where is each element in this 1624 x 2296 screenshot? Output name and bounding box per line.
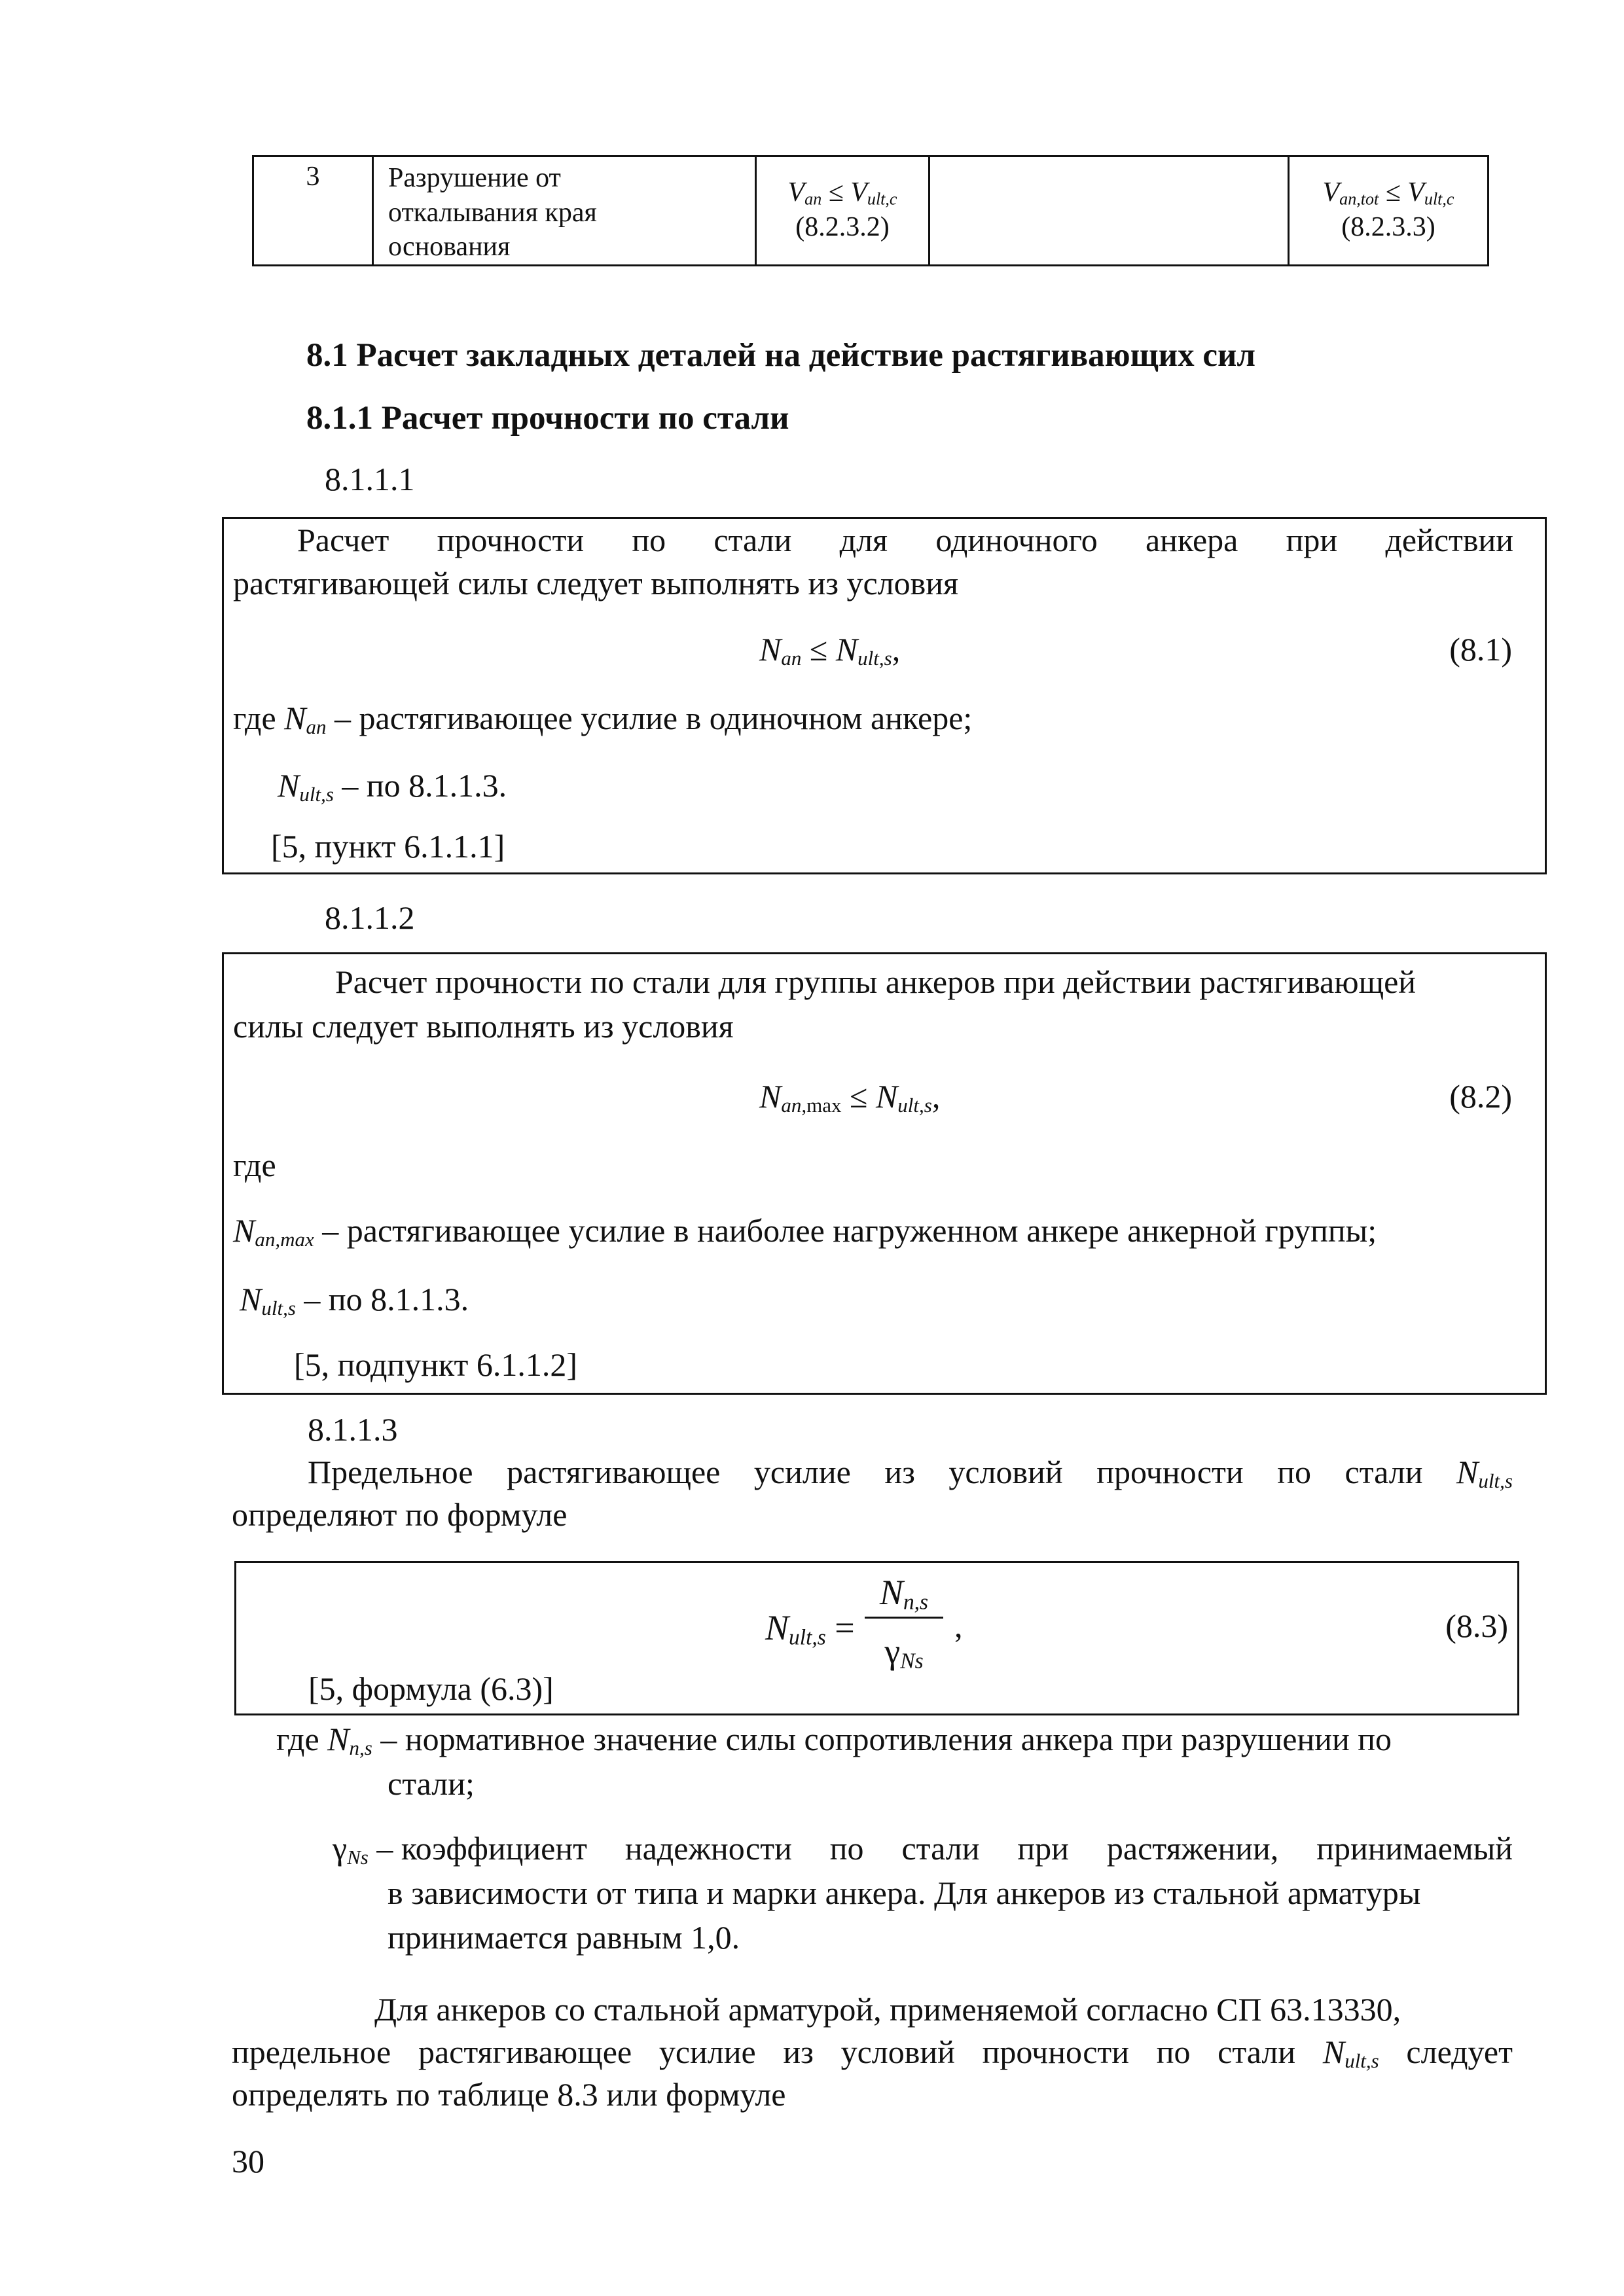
equation-number: (8.2) xyxy=(1449,1078,1512,1115)
clause-text: силы следует выполнять из условия xyxy=(233,1008,734,1045)
clause-text: Предельное растягивающее усилие из условий прочности по стали $N_{ult,s}$ xyxy=(308,1454,1513,1492)
formula-numerator: $N_{n,s}$ xyxy=(879,1573,929,1615)
paragraph-text: определять по таблице 8.3 или формуле xyxy=(232,2076,786,2113)
source-reference: [5, пункт 6.1.1.1] xyxy=(271,828,505,865)
section-heading: 8.1 Расчет закладных деталей на действие растягивающих сил xyxy=(306,337,1255,374)
formula-box-8-3 xyxy=(234,1561,1519,1715)
equation-number: (8.3) xyxy=(1445,1607,1508,1644)
equation-number: (8.1) xyxy=(1449,631,1512,668)
clause-number: 8.1.1.2 xyxy=(325,899,415,936)
clause-box-8-1-1-1 xyxy=(222,517,1547,874)
where-label: где xyxy=(233,1147,276,1183)
definition-line: в зависимости от типа и марки анкера. Для анкеров из стальной арматуры xyxy=(388,1874,1421,1911)
source-reference: [5, формула (6.3)] xyxy=(308,1670,554,1707)
definition-line: $N_{ult,s}$ – по 8.1.1.3. xyxy=(240,1281,469,1319)
paragraph-text: Для анкеров со стальной арматурой, применяемой согласно СП 63.13330, xyxy=(374,1991,1401,2028)
subsection-heading: 8.1.1 Расчет прочности по стали xyxy=(306,400,789,437)
group-anchor-check xyxy=(1289,156,1489,266)
definition-line: $\gamma_{Ns}$ – коэффициент надежности по стали при растяжении, принимаемый xyxy=(333,1830,1513,1869)
definition-line: $N_{an,max}$ – растягивающее усилие в наиболее нагруженном анкере анкерной группы; xyxy=(233,1212,1377,1251)
formula-8-1: $N_{an} \le N_{ult,s}$, xyxy=(759,631,901,670)
definition-line: $N_{ult,s}$ – по 8.1.1.3. xyxy=(278,767,507,806)
source-reference: [5, подпункт 6.1.1.2] xyxy=(294,1346,578,1383)
check-formula: $V_{an} \le V_{ult,c}$ xyxy=(787,177,897,209)
fraction-bar xyxy=(865,1617,943,1619)
check-reference: (8.2.3.2) xyxy=(795,211,890,242)
check-formula: $V_{an,tot} \le V_{ult,c}$ xyxy=(1322,177,1454,209)
check-reference: (8.2.3.3) xyxy=(1341,211,1435,242)
definition-line: где $N_{an}$ – растягивающее усилие в одиночном анкере; xyxy=(233,700,973,738)
formula-lhs: $N_{ult,s}$ = xyxy=(765,1608,855,1650)
clause-box-8-1-1-2 xyxy=(222,952,1547,1395)
anchor-failure-table xyxy=(252,155,1489,266)
clause-text: растягивающей силы следует выполнять из условия xyxy=(233,565,958,601)
clause-text: Расчет прочности по стали для группы анкеров при действии растягивающей xyxy=(335,963,1416,1000)
clause-text: определяют по формуле xyxy=(232,1496,568,1533)
formula-denominator: $\gamma_{Ns}$ xyxy=(884,1632,924,1674)
single-anchor-check xyxy=(756,156,929,266)
failure-description: Разрушение от откалывания края основания xyxy=(373,156,756,266)
formula-8-2: $N_{an,max} \le N_{ult,s}$, xyxy=(759,1078,941,1117)
definition-line: где $N_{n,s}$ – нормативное значение силы сопротивления анкера при разрушении по xyxy=(276,1721,1392,1759)
definition-line: стали; xyxy=(388,1765,475,1802)
empty-cell xyxy=(929,156,1289,266)
clause-text: Расчет прочности по стали для одиночного анкера при действии xyxy=(297,522,1513,558)
clause-number: 8.1.1.3 xyxy=(308,1411,398,1448)
clause-number: 8.1.1.1 xyxy=(325,461,415,497)
formula-comma: , xyxy=(954,1607,963,1644)
paragraph-text: предельное растягивающее усилие из условий прочности по стали $N_{ult,s}$ следует xyxy=(232,2034,1513,2072)
definition-line: принимается равным 1,0. xyxy=(388,1919,740,1956)
page-number: 30 xyxy=(232,2143,264,2179)
row-number: 3 xyxy=(253,156,373,266)
table-row xyxy=(253,156,1489,266)
